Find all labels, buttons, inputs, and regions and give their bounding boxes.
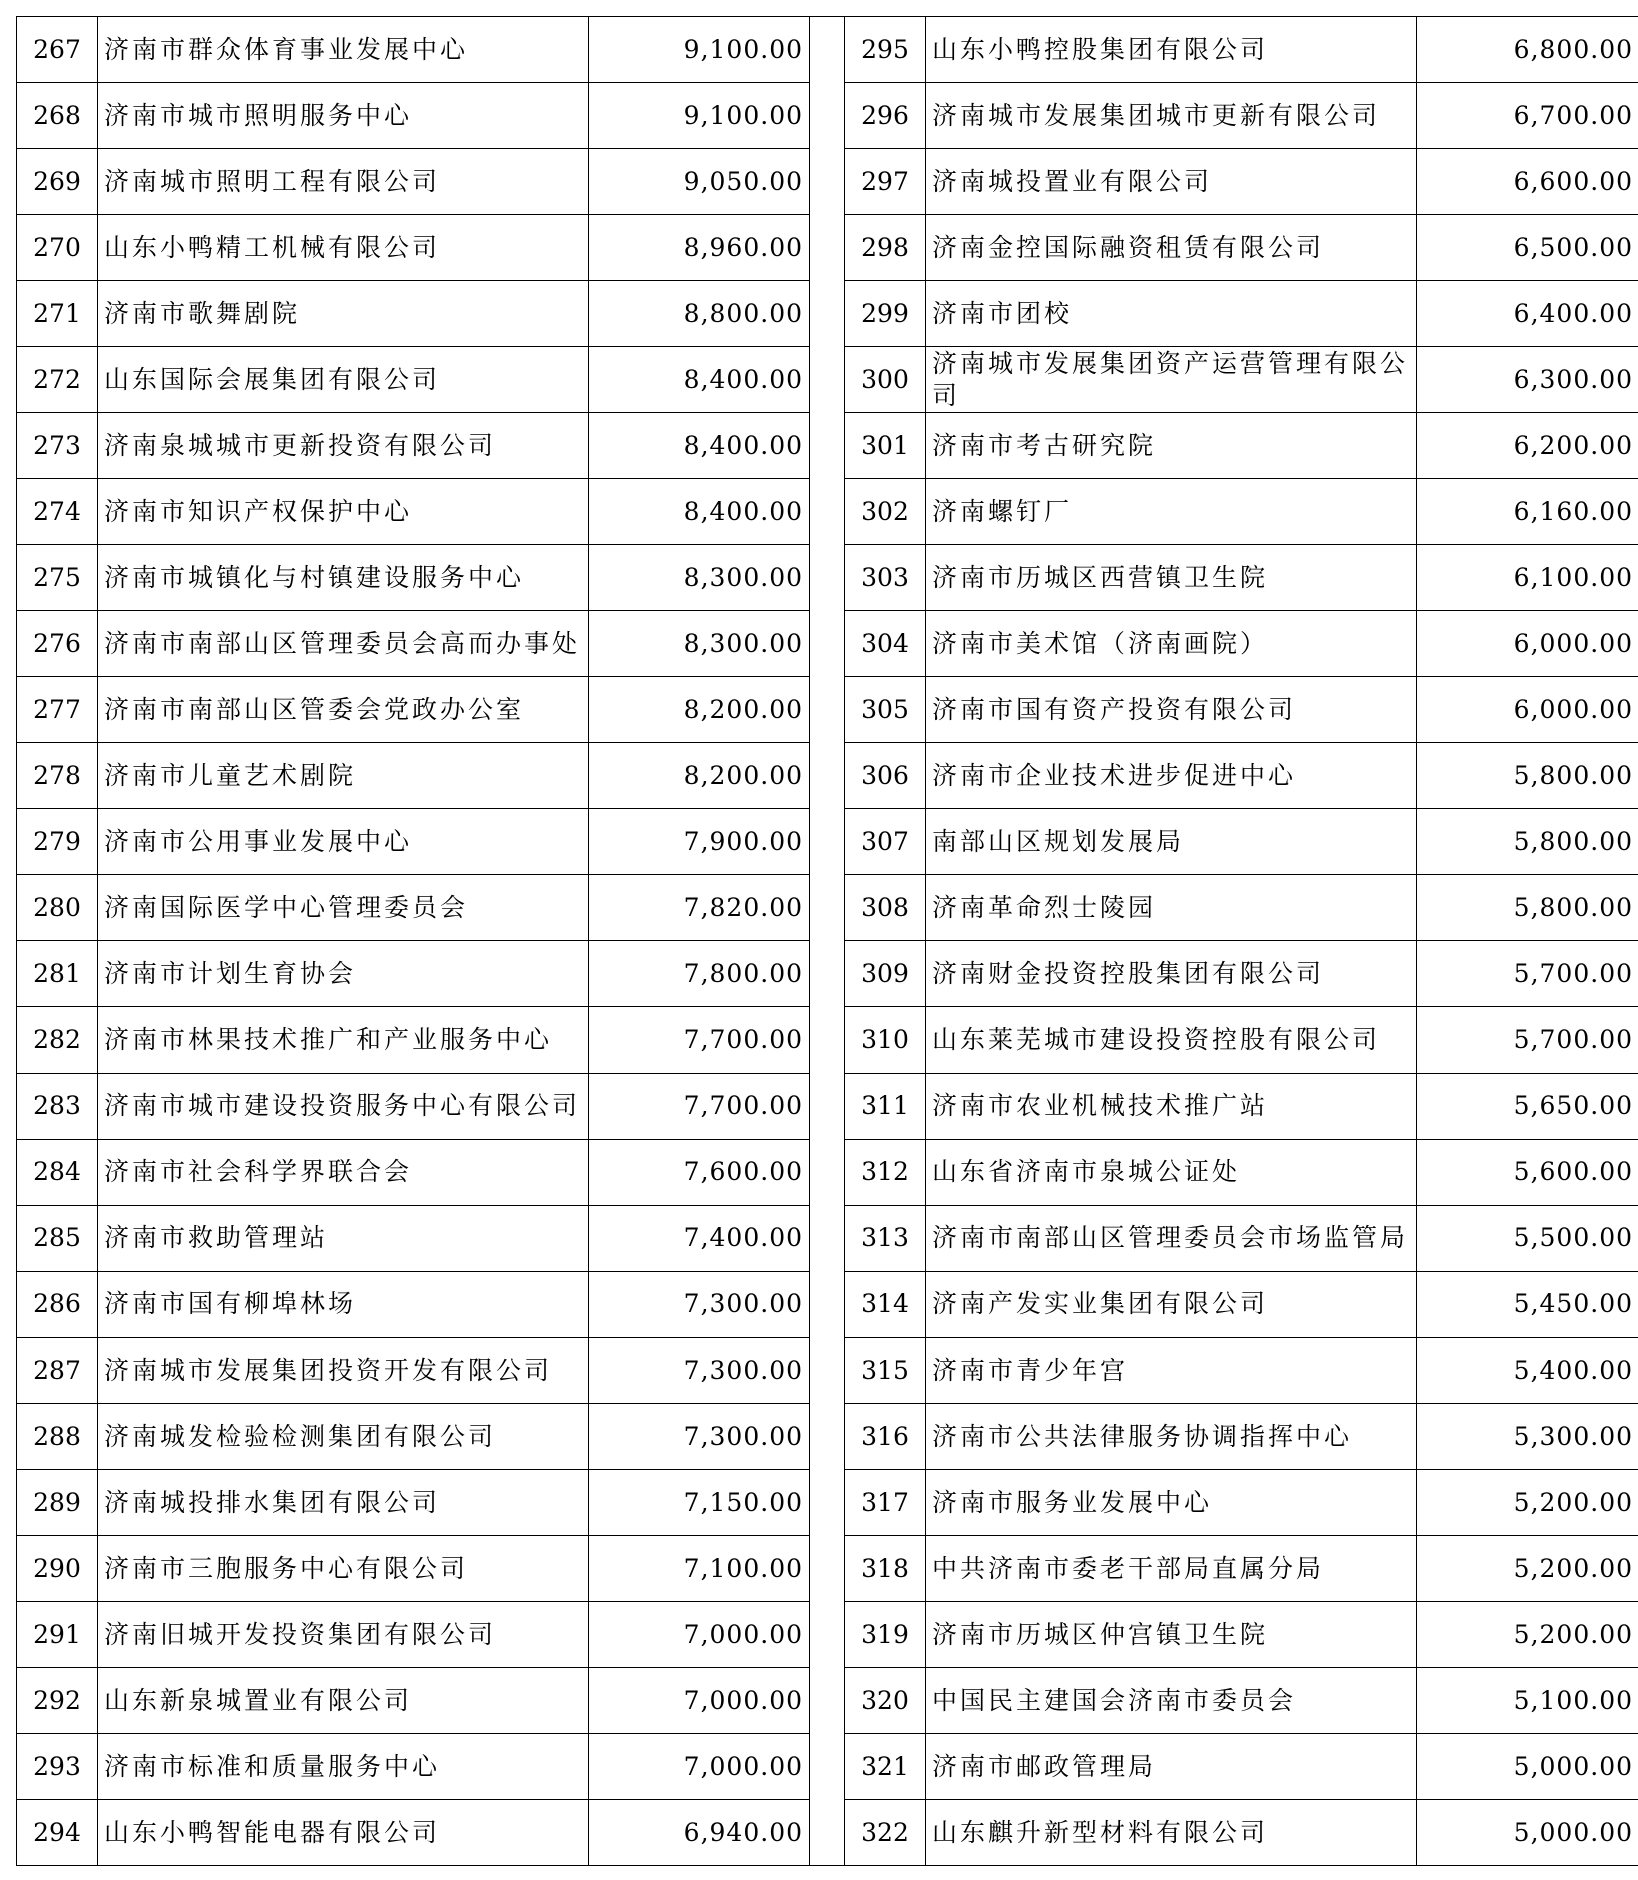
left-seq-cell: 288	[17, 1403, 98, 1469]
left-seq-cell: 275	[17, 545, 98, 611]
right-seq-cell: 307	[845, 809, 926, 875]
right-org-name-cell: 济南市青少年宫	[926, 1337, 1417, 1403]
right-amount-cell: 5,300.00	[1417, 1403, 1638, 1469]
left-seq-cell: 280	[17, 875, 98, 941]
left-org-name-cell: 济南市知识产权保护中心	[98, 479, 589, 545]
right-org-name-cell: 济南财金投资控股集团有限公司	[926, 941, 1417, 1007]
column-divider	[810, 809, 845, 875]
left-amount-cell: 9,100.00	[589, 17, 810, 83]
table-row	[17, 413, 1638, 479]
right-seq-cell: 311	[845, 1073, 926, 1139]
right-org-name-cell: 济南市团校	[926, 281, 1417, 347]
right-seq-cell: 321	[845, 1733, 926, 1799]
left-seq-cell: 286	[17, 1271, 98, 1337]
left-org-name-cell: 济南市群众体育事业发展中心	[98, 17, 589, 83]
right-amount-cell: 6,000.00	[1417, 611, 1638, 677]
right-seq-cell: 322	[845, 1799, 926, 1865]
right-amount-cell: 5,800.00	[1417, 743, 1638, 809]
column-divider	[810, 941, 845, 1007]
left-seq-cell: 279	[17, 809, 98, 875]
left-amount-cell: 6,940.00	[589, 1799, 810, 1865]
column-divider	[810, 1799, 845, 1865]
right-amount-cell: 6,600.00	[1417, 149, 1638, 215]
column-divider	[810, 743, 845, 809]
left-org-name-cell: 济南市林果技术推广和产业服务中心	[98, 1007, 589, 1073]
left-org-name-cell: 济南市三胞服务中心有限公司	[98, 1535, 589, 1601]
right-amount-cell: 6,160.00	[1417, 479, 1638, 545]
right-amount-cell: 6,800.00	[1417, 17, 1638, 83]
right-org-name-cell: 山东省济南市泉城公证处	[926, 1139, 1417, 1205]
table-row	[17, 875, 1638, 941]
right-org-name-cell: 山东麒升新型材料有限公司	[926, 1799, 1417, 1865]
column-divider	[810, 611, 845, 677]
right-amount-cell: 6,200.00	[1417, 413, 1638, 479]
right-amount-cell: 5,100.00	[1417, 1667, 1638, 1733]
column-divider	[810, 1139, 845, 1205]
left-org-name-cell: 山东小鸭智能电器有限公司	[98, 1799, 589, 1865]
left-amount-cell: 8,400.00	[589, 413, 810, 479]
left-org-name-cell: 济南市城市建设投资服务中心有限公司	[98, 1073, 589, 1139]
column-divider	[810, 1403, 845, 1469]
left-org-name-cell: 济南市公用事业发展中心	[98, 809, 589, 875]
right-amount-cell: 5,800.00	[1417, 809, 1638, 875]
right-seq-cell: 308	[845, 875, 926, 941]
left-seq-cell: 287	[17, 1337, 98, 1403]
left-org-name-cell: 山东新泉城置业有限公司	[98, 1667, 589, 1733]
left-amount-cell: 7,300.00	[589, 1271, 810, 1337]
left-seq-cell: 283	[17, 1073, 98, 1139]
right-amount-cell: 5,400.00	[1417, 1337, 1638, 1403]
table-row	[17, 941, 1638, 1007]
left-amount-cell: 7,400.00	[589, 1205, 810, 1271]
right-org-name-cell: 济南市南部山区管理委员会市场监管局	[926, 1205, 1417, 1271]
table-row	[17, 809, 1638, 875]
right-amount-cell: 6,300.00	[1417, 347, 1638, 413]
column-divider	[810, 1535, 845, 1601]
left-amount-cell: 8,200.00	[589, 743, 810, 809]
column-divider	[810, 347, 845, 413]
left-seq-cell: 291	[17, 1601, 98, 1667]
table-row	[17, 1733, 1638, 1799]
table-row	[17, 215, 1638, 281]
right-org-name-cell: 济南市美术馆（济南画院）	[926, 611, 1417, 677]
column-divider	[810, 1205, 845, 1271]
right-amount-cell: 5,200.00	[1417, 1469, 1638, 1535]
left-seq-cell: 276	[17, 611, 98, 677]
donation-table	[16, 16, 1638, 1866]
right-org-name-cell: 中共济南市委老干部局直属分局	[926, 1535, 1417, 1601]
table-row	[17, 677, 1638, 743]
table-row	[17, 1403, 1638, 1469]
left-org-name-cell: 济南市南部山区管理委员会高而办事处	[98, 611, 589, 677]
table-row	[17, 611, 1638, 677]
left-org-name-cell: 济南泉城城市更新投资有限公司	[98, 413, 589, 479]
left-amount-cell: 7,000.00	[589, 1601, 810, 1667]
donation-list-page	[16, 16, 1633, 1866]
table-row	[17, 17, 1638, 83]
left-org-name-cell: 济南市儿童艺术剧院	[98, 743, 589, 809]
table-row	[17, 479, 1638, 545]
right-seq-cell: 320	[845, 1667, 926, 1733]
right-seq-cell: 302	[845, 479, 926, 545]
left-seq-cell: 273	[17, 413, 98, 479]
left-amount-cell: 8,300.00	[589, 611, 810, 677]
right-amount-cell: 5,000.00	[1417, 1799, 1638, 1865]
right-amount-cell: 5,200.00	[1417, 1535, 1638, 1601]
right-org-name-cell: 济南城市发展集团资产运营管理有限公司	[926, 347, 1417, 413]
right-seq-cell: 300	[845, 347, 926, 413]
right-amount-cell: 5,650.00	[1417, 1073, 1638, 1139]
right-seq-cell: 318	[845, 1535, 926, 1601]
right-org-name-cell: 济南螺钉厂	[926, 479, 1417, 545]
right-org-name-cell: 济南市国有资产投资有限公司	[926, 677, 1417, 743]
right-seq-cell: 306	[845, 743, 926, 809]
left-seq-cell: 289	[17, 1469, 98, 1535]
right-org-name-cell: 济南市企业技术进步促进中心	[926, 743, 1417, 809]
left-amount-cell: 8,400.00	[589, 347, 810, 413]
left-seq-cell: 271	[17, 281, 98, 347]
column-divider	[810, 281, 845, 347]
right-amount-cell: 5,000.00	[1417, 1733, 1638, 1799]
left-org-name-cell: 济南市城镇化与村镇建设服务中心	[98, 545, 589, 611]
right-seq-cell: 301	[845, 413, 926, 479]
table-row	[17, 1799, 1638, 1865]
right-org-name-cell: 济南市历城区仲宫镇卫生院	[926, 1601, 1417, 1667]
column-divider	[810, 1271, 845, 1337]
right-org-name-cell: 济南市历城区西营镇卫生院	[926, 545, 1417, 611]
column-divider	[810, 83, 845, 149]
left-org-name-cell: 济南城投排水集团有限公司	[98, 1469, 589, 1535]
left-org-name-cell: 济南市歌舞剧院	[98, 281, 589, 347]
right-seq-cell: 303	[845, 545, 926, 611]
right-org-name-cell: 山东小鸭控股集团有限公司	[926, 17, 1417, 83]
right-amount-cell: 5,800.00	[1417, 875, 1638, 941]
column-divider	[810, 413, 845, 479]
left-seq-cell: 267	[17, 17, 98, 83]
right-amount-cell: 5,450.00	[1417, 1271, 1638, 1337]
table-row	[17, 743, 1638, 809]
left-amount-cell: 8,400.00	[589, 479, 810, 545]
table-row	[17, 83, 1638, 149]
right-seq-cell: 313	[845, 1205, 926, 1271]
left-org-name-cell: 济南市计划生育协会	[98, 941, 589, 1007]
left-amount-cell: 8,960.00	[589, 215, 810, 281]
left-amount-cell: 7,600.00	[589, 1139, 810, 1205]
right-org-name-cell: 南部山区规划发展局	[926, 809, 1417, 875]
left-seq-cell: 285	[17, 1205, 98, 1271]
column-divider	[810, 1733, 845, 1799]
table-row	[17, 1601, 1638, 1667]
right-org-name-cell: 济南市服务业发展中心	[926, 1469, 1417, 1535]
table-row	[17, 1535, 1638, 1601]
right-seq-cell: 319	[845, 1601, 926, 1667]
left-org-name-cell: 济南旧城开发投资集团有限公司	[98, 1601, 589, 1667]
left-seq-cell: 268	[17, 83, 98, 149]
table-row	[17, 281, 1638, 347]
right-org-name-cell: 济南产发实业集团有限公司	[926, 1271, 1417, 1337]
right-seq-cell: 305	[845, 677, 926, 743]
right-seq-cell: 309	[845, 941, 926, 1007]
left-amount-cell: 7,150.00	[589, 1469, 810, 1535]
left-org-name-cell: 济南市标准和质量服务中心	[98, 1733, 589, 1799]
left-seq-cell: 278	[17, 743, 98, 809]
column-divider	[810, 545, 845, 611]
left-org-name-cell: 济南城发检验检测集团有限公司	[98, 1403, 589, 1469]
right-seq-cell: 304	[845, 611, 926, 677]
left-seq-cell: 293	[17, 1733, 98, 1799]
left-org-name-cell: 济南市城市照明服务中心	[98, 83, 589, 149]
table-row	[17, 1667, 1638, 1733]
right-amount-cell: 5,700.00	[1417, 1007, 1638, 1073]
left-org-name-cell: 济南市社会科学界联合会	[98, 1139, 589, 1205]
column-divider	[810, 875, 845, 941]
right-seq-cell: 312	[845, 1139, 926, 1205]
left-amount-cell: 7,300.00	[589, 1403, 810, 1469]
right-org-name-cell: 济南革命烈士陵园	[926, 875, 1417, 941]
left-seq-cell: 290	[17, 1535, 98, 1601]
right-org-name-cell: 济南市邮政管理局	[926, 1733, 1417, 1799]
left-amount-cell: 7,820.00	[589, 875, 810, 941]
left-seq-cell: 282	[17, 1007, 98, 1073]
left-seq-cell: 270	[17, 215, 98, 281]
column-divider	[810, 677, 845, 743]
column-divider	[810, 1667, 845, 1733]
left-amount-cell: 7,000.00	[589, 1667, 810, 1733]
right-org-name-cell: 济南金控国际融资租赁有限公司	[926, 215, 1417, 281]
left-amount-cell: 7,800.00	[589, 941, 810, 1007]
table-row	[17, 1073, 1638, 1139]
left-seq-cell: 281	[17, 941, 98, 1007]
left-seq-cell: 284	[17, 1139, 98, 1205]
left-amount-cell: 7,000.00	[589, 1733, 810, 1799]
right-seq-cell: 316	[845, 1403, 926, 1469]
left-org-name-cell: 济南城市发展集团投资开发有限公司	[98, 1337, 589, 1403]
right-org-name-cell: 济南市公共法律服务协调指挥中心	[926, 1403, 1417, 1469]
column-divider	[810, 215, 845, 281]
right-seq-cell: 299	[845, 281, 926, 347]
right-amount-cell: 5,600.00	[1417, 1139, 1638, 1205]
left-amount-cell: 9,050.00	[589, 149, 810, 215]
column-divider	[810, 1007, 845, 1073]
left-amount-cell: 7,700.00	[589, 1073, 810, 1139]
left-org-name-cell: 济南市南部山区管委会党政办公室	[98, 677, 589, 743]
left-seq-cell: 274	[17, 479, 98, 545]
table-row	[17, 347, 1638, 413]
table-row	[17, 1007, 1638, 1073]
right-seq-cell: 298	[845, 215, 926, 281]
right-amount-cell: 5,700.00	[1417, 941, 1638, 1007]
left-amount-cell: 9,100.00	[589, 83, 810, 149]
right-org-name-cell: 济南城投置业有限公司	[926, 149, 1417, 215]
left-amount-cell: 8,800.00	[589, 281, 810, 347]
left-org-name-cell: 山东小鸭精工机械有限公司	[98, 215, 589, 281]
table-row	[17, 545, 1638, 611]
donation-table-body	[17, 17, 1638, 1866]
left-seq-cell: 272	[17, 347, 98, 413]
left-org-name-cell: 山东国际会展集团有限公司	[98, 347, 589, 413]
left-amount-cell: 8,300.00	[589, 545, 810, 611]
right-seq-cell: 295	[845, 17, 926, 83]
right-amount-cell: 6,400.00	[1417, 281, 1638, 347]
right-seq-cell: 296	[845, 83, 926, 149]
right-org-name-cell: 济南城市发展集团城市更新有限公司	[926, 83, 1417, 149]
column-divider	[810, 17, 845, 83]
table-row	[17, 1205, 1638, 1271]
left-amount-cell: 7,300.00	[589, 1337, 810, 1403]
right-org-name-cell: 济南市考古研究院	[926, 413, 1417, 479]
right-amount-cell: 6,700.00	[1417, 83, 1638, 149]
right-amount-cell: 6,100.00	[1417, 545, 1638, 611]
left-seq-cell: 269	[17, 149, 98, 215]
left-org-name-cell: 济南城市照明工程有限公司	[98, 149, 589, 215]
left-org-name-cell: 济南国际医学中心管理委员会	[98, 875, 589, 941]
column-divider	[810, 1337, 845, 1403]
left-amount-cell: 8,200.00	[589, 677, 810, 743]
left-org-name-cell: 济南市国有柳埠林场	[98, 1271, 589, 1337]
right-seq-cell: 297	[845, 149, 926, 215]
right-amount-cell: 6,000.00	[1417, 677, 1638, 743]
left-org-name-cell: 济南市救助管理站	[98, 1205, 589, 1271]
column-divider	[810, 1469, 845, 1535]
column-divider	[810, 149, 845, 215]
right-amount-cell: 5,500.00	[1417, 1205, 1638, 1271]
left-amount-cell: 7,100.00	[589, 1535, 810, 1601]
right-seq-cell: 314	[845, 1271, 926, 1337]
column-divider	[810, 1073, 845, 1139]
left-amount-cell: 7,700.00	[589, 1007, 810, 1073]
left-seq-cell: 292	[17, 1667, 98, 1733]
table-row	[17, 149, 1638, 215]
table-row	[17, 1139, 1638, 1205]
table-row	[17, 1337, 1638, 1403]
column-divider	[810, 479, 845, 545]
left-amount-cell: 7,900.00	[589, 809, 810, 875]
table-row	[17, 1271, 1638, 1337]
right-seq-cell: 315	[845, 1337, 926, 1403]
right-amount-cell: 6,500.00	[1417, 215, 1638, 281]
left-seq-cell: 277	[17, 677, 98, 743]
right-org-name-cell: 山东莱芜城市建设投资控股有限公司	[926, 1007, 1417, 1073]
right-seq-cell: 310	[845, 1007, 926, 1073]
right-amount-cell: 5,200.00	[1417, 1601, 1638, 1667]
right-seq-cell: 317	[845, 1469, 926, 1535]
right-org-name-cell: 中国民主建国会济南市委员会	[926, 1667, 1417, 1733]
left-seq-cell: 294	[17, 1799, 98, 1865]
table-row	[17, 1469, 1638, 1535]
right-org-name-cell: 济南市农业机械技术推广站	[926, 1073, 1417, 1139]
column-divider	[810, 1601, 845, 1667]
